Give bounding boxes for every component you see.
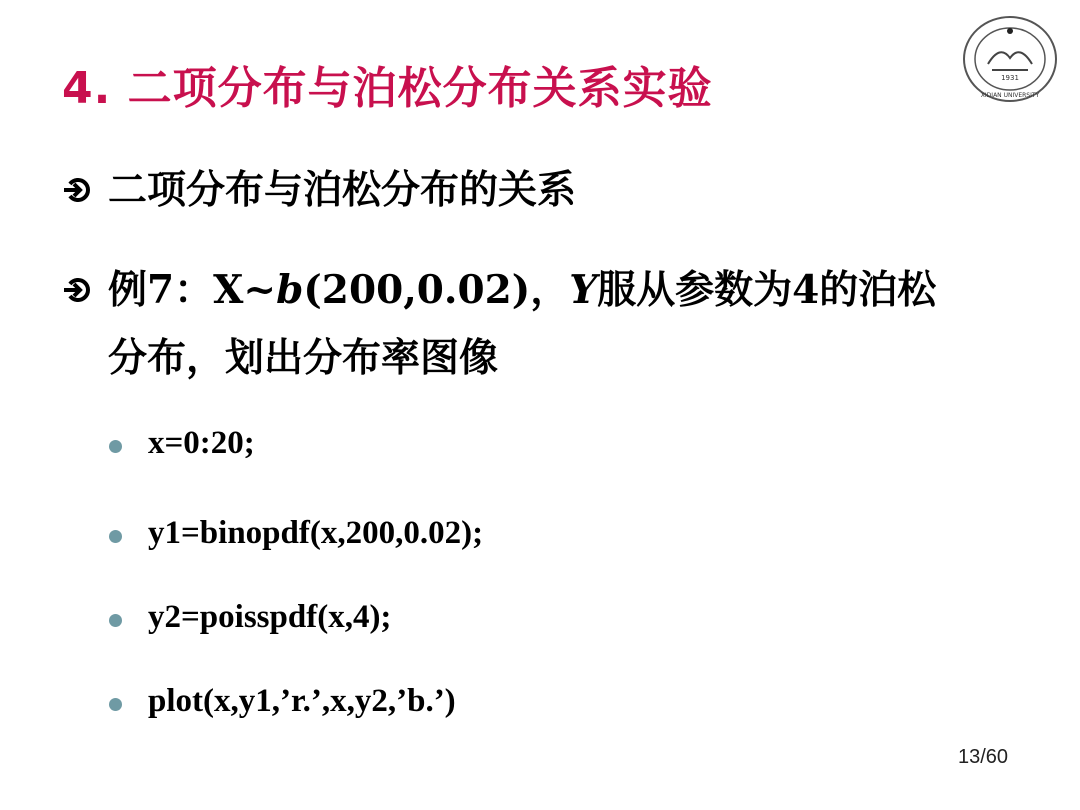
dot-icon — [109, 530, 122, 543]
page-number: 13/60 — [958, 746, 1009, 768]
code-line: y2=poisspdf(x,4); — [148, 599, 392, 635]
code-line: y1=binopdf(x,200,0.02); — [148, 515, 484, 551]
bullet-text-example-line2: 分布，划出分布率图像 — [108, 335, 499, 381]
arrow-right-circle-icon — [62, 270, 102, 310]
svg-text:1931: 1931 — [1001, 74, 1019, 82]
svg-text:XIDIAN UNIVERSITY: XIDIAN UNIVERSITY — [980, 92, 1040, 99]
code-line: x=0:20; — [148, 425, 255, 461]
arrow-right-circle-icon — [62, 170, 102, 210]
bullet-text-relationship: 二项分布与泊松分布的关系 — [108, 167, 577, 213]
bullet-text-example: 例7：X~b(200,0.02)，Y服从参数为4的泊松 — [108, 267, 937, 313]
university-logo-icon — [958, 14, 1062, 104]
code-line: plot(x,y1,’r.’,x,y2,’b.’) — [148, 683, 456, 719]
dot-icon — [109, 440, 122, 453]
dot-icon — [109, 614, 122, 627]
dot-icon — [109, 698, 122, 711]
page-title: 4. 二项分布与泊松分布关系实验 — [62, 63, 713, 114]
